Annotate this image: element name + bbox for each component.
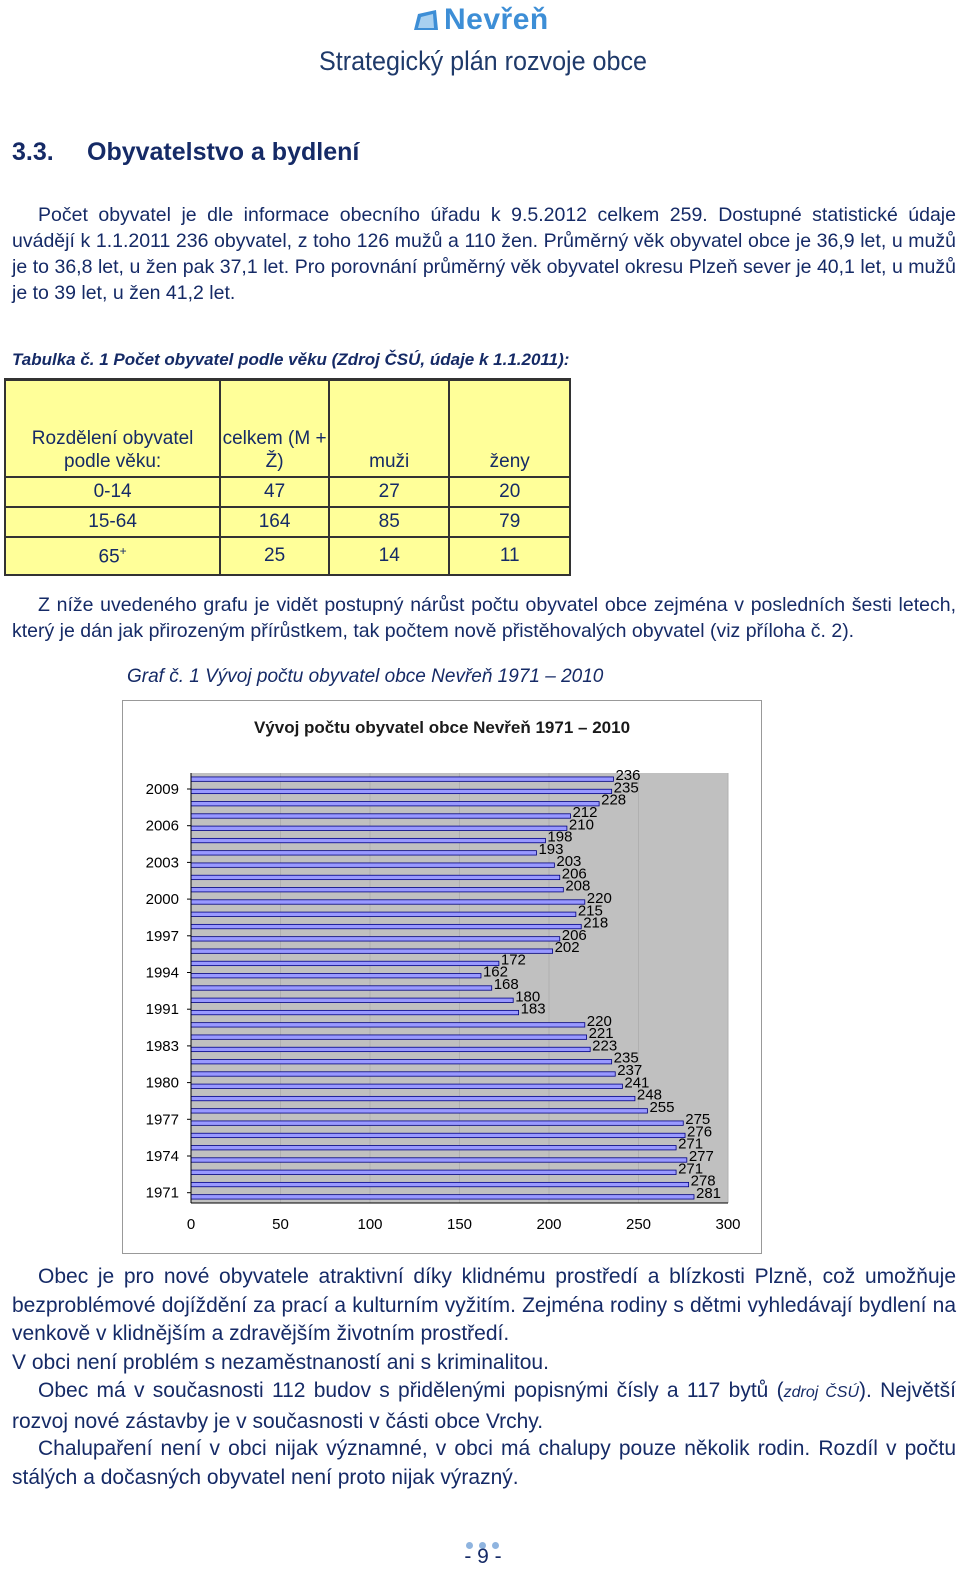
y-tick-label: 2009	[145, 781, 179, 798]
bar	[191, 802, 599, 806]
bar-value-label: 208	[565, 877, 591, 895]
closing-paragraph-3	[12, 1377, 956, 1436]
bar-value-label: 235	[613, 779, 639, 797]
bar-value-label: 168	[493, 976, 519, 993]
bar-value-label: 162	[482, 963, 509, 981]
bar-value-label: 235	[613, 1049, 639, 1067]
table-header-cell: muži	[329, 380, 450, 478]
closing-paragraph-4: Chalupaření není v obci nijak významné, v obci má chalupy pouze několik rodin. Rozdíl v počtu stálých a dočasných obyvatel není proto nijak výrazný.	[12, 1437, 956, 1489]
bar-value-label: 203	[556, 853, 582, 871]
chart-caption: Graf č. 1 Vývoj počtu obyvatel obce Nevřeň 1971 – 2010	[127, 666, 604, 687]
bar-value-label: 241	[624, 1074, 650, 1092]
bar-value-label: 206	[561, 865, 587, 883]
x-tick-label: 50	[272, 1216, 289, 1233]
bar-value-label: 236	[615, 767, 641, 785]
bar-value-label: 215	[577, 902, 603, 920]
bar	[191, 1170, 676, 1174]
x-tick-label: 150	[446, 1216, 473, 1233]
table-cell: 85	[329, 507, 450, 537]
bar-value-label: 281	[695, 1184, 722, 1202]
bar	[191, 1035, 587, 1039]
x-tick-label: 300	[715, 1216, 741, 1233]
table-cell: 0-14	[5, 477, 220, 507]
paragraph-text: ). Největší rozvoj nové zástavby je v současnosti v části obce Vrchy.	[12, 1379, 956, 1433]
closing-paragraph-2: V obci není problém s nezaměstnaností ani s kriminalitou.	[12, 1351, 549, 1374]
bar	[191, 1109, 647, 1113]
bar	[191, 1158, 687, 1162]
bar-value-label: 206	[561, 926, 587, 944]
bar-value-label: 221	[588, 1025, 614, 1043]
table-row	[5, 537, 570, 575]
table-cell: 15-64	[5, 507, 220, 537]
bar-value-label: 237	[617, 1062, 643, 1079]
header-logo	[412, 4, 572, 36]
bar-value-label: 271	[678, 1160, 704, 1178]
table-cell: 79	[449, 507, 570, 537]
bar	[191, 949, 553, 953]
section-number: 3.3.	[12, 138, 54, 166]
bar-value-label: 172	[500, 951, 526, 969]
table-cell: 20	[449, 477, 570, 507]
bar	[191, 998, 513, 1002]
y-tick-label: 2003	[145, 854, 179, 872]
bar-value-label: 275	[685, 1111, 711, 1129]
page-number: - 9 -	[464, 1545, 502, 1568]
bar-value-label: 183	[520, 1000, 546, 1018]
bar	[191, 826, 567, 830]
bar-value-label: 278	[690, 1172, 716, 1190]
bar	[191, 838, 545, 842]
section-heading	[12, 138, 359, 167]
document-title: Strategický plán rozvoje obce	[319, 46, 647, 76]
bar	[191, 1146, 676, 1150]
source-note: zdroj ČSÚ	[783, 1384, 859, 1401]
chart-frame	[122, 700, 762, 1254]
bar-value-label: 255	[649, 1098, 675, 1116]
bar-value-label: 218	[583, 914, 609, 932]
bar-value-label: 271	[678, 1135, 704, 1153]
y-tick-label: 1997	[145, 927, 179, 945]
bar	[191, 1182, 689, 1186]
chart-title: Vývoj počtu obyvatel obce Nevřeň 1971 – 2010	[253, 718, 631, 737]
bar	[191, 912, 576, 916]
logo-roof-icon	[412, 8, 440, 32]
age-group-label: 65	[98, 546, 120, 568]
bar	[191, 937, 560, 941]
bar-value-label: 248	[636, 1086, 662, 1104]
bar-value-label: 228	[601, 791, 627, 809]
bar-value-label: 220	[586, 1012, 612, 1030]
bar-value-label: 223	[592, 1037, 618, 1055]
bar	[191, 1023, 585, 1027]
bar	[191, 924, 581, 928]
closing-paragraph-1: Obec je pro nové obyvatele atraktivní díky klidnému prostředí a blízkosti Plzně, což umožňuje bezproblémové dojíždění za prací a kulturním vyžitím. Zejména rodiny s dětmi vyhledávají bydlení na venkově v klidnějším a zdravějším životním prostředí.	[12, 1265, 956, 1345]
table-header-cell: celkem (M + Ž)	[220, 380, 329, 478]
table-header-cell: ženy	[449, 380, 570, 478]
table-cell: 164	[220, 507, 329, 537]
section-title: Obyvatelstvo a bydlení	[87, 138, 360, 166]
bar	[191, 1121, 683, 1125]
paragraph-text: Obec má v současnosti 112 budov s přidělenými popisnými čísly a 117 bytů (	[38, 1379, 784, 1402]
bar	[191, 1047, 590, 1051]
bar-value-label: 277	[688, 1148, 714, 1165]
logo-text: Nevřeň	[444, 3, 549, 36]
bar	[191, 814, 570, 818]
bar	[191, 863, 554, 867]
table-cell: 14	[329, 537, 450, 575]
x-tick-label: 0	[186, 1216, 196, 1233]
bar	[191, 1195, 694, 1199]
bar-value-label: 180	[515, 988, 541, 1006]
bar	[191, 961, 499, 965]
bar-value-label: 276	[687, 1123, 713, 1141]
table-row	[5, 507, 570, 537]
table-row	[5, 477, 570, 507]
y-tick-label: 2006	[145, 817, 179, 835]
y-tick-label: 1991	[145, 1001, 179, 1019]
y-tick-label: 1980	[145, 1074, 179, 1092]
y-tick-label: 1983	[145, 1037, 179, 1055]
bar	[191, 777, 613, 781]
bar	[191, 1072, 615, 1076]
y-tick-label: 1974	[145, 1148, 179, 1165]
chart-intro-paragraph: Z níže uvedeného grafu je vidět postupný nárůst počtu obyvatel obce zejména v posledních šesti letech, který je dán jak přirozeným přírůstkem, tak počtem nově přistěhovalých obyvatel (viz příloha č. 2).	[12, 594, 956, 642]
bar	[191, 986, 492, 990]
bar	[191, 1010, 519, 1014]
x-tick-label: 100	[357, 1216, 383, 1233]
table-cell	[5, 537, 220, 575]
bar-value-label: 202	[554, 939, 580, 957]
bar-value-label: 198	[547, 828, 573, 846]
y-tick-label: 1994	[145, 964, 179, 982]
table-cell: 11	[449, 537, 570, 575]
age-group-plus: +	[119, 543, 127, 558]
table-header-row	[5, 380, 570, 478]
bar	[191, 789, 612, 793]
bar-value-label: 210	[568, 816, 594, 834]
y-tick-label: 1977	[145, 1111, 179, 1129]
population-age-table	[4, 378, 571, 576]
bar-value-label: 220	[586, 890, 612, 907]
bar	[191, 875, 560, 879]
bar	[191, 900, 585, 904]
intro-paragraph: Počet obyvatel je dle informace obecního úřadu k 9.5.2012 celkem 259. Dostupné statistické údaje uvádějí k 1.1.2011 236 obyvatel, z toho 126 mužů a 110 žen. Průměrný věk obyvatel obce je 36,9 let, u mužů je to 36,8 let, u žen pak 37,1 let. Pro porovnání průměrný věk obyvatel okresu Plzeň sever je 40,1 let, u mužů je to 39 let, u žen 41,2 let.	[12, 204, 956, 304]
bar	[191, 974, 481, 978]
bar-value-label: 193	[538, 840, 564, 858]
bar	[191, 1096, 635, 1100]
bar	[191, 888, 563, 892]
bar	[191, 851, 536, 855]
bar	[191, 1133, 685, 1137]
table-header-cell: Rozdělení obyvatel podle věku:	[5, 380, 220, 478]
x-tick-label: 200	[536, 1216, 562, 1233]
bar-value-label: 212	[572, 804, 598, 821]
table-cell: 25	[220, 537, 329, 575]
table-caption: Tabulka č. 1 Počet obyvatel podle věku (Zdroj ČSÚ, údaje k 1.1.2011):	[12, 350, 570, 369]
x-tick-label: 250	[625, 1216, 652, 1233]
table-cell: 47	[220, 477, 329, 507]
bar	[191, 1084, 622, 1088]
table-cell: 27	[329, 477, 450, 507]
bar	[191, 1060, 612, 1064]
y-tick-label: 1971	[145, 1184, 179, 1202]
population-chart	[123, 701, 761, 1253]
y-tick-label: 2000	[145, 891, 179, 909]
